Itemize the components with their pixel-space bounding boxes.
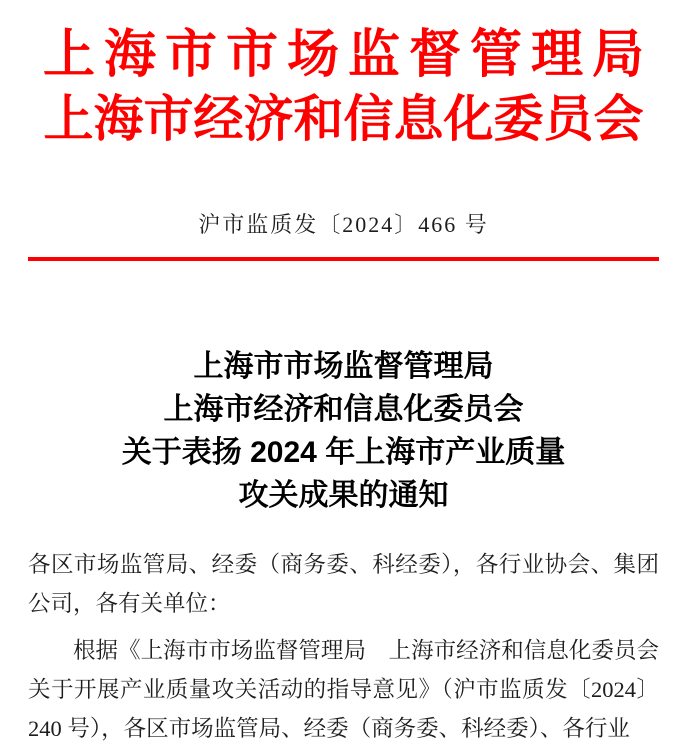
issuing-agency-2: 上海市经济和信息化委员会	[43, 91, 644, 147]
document-title-line-1: 上海市市场监督管理局	[193, 350, 494, 383]
issuing-agency-1: 上海市市场监督管理局	[42, 26, 653, 84]
body-paragraph-1: 根据《上海市市场监督管理局 上海市经济和信息化委员会关于开展产业质量攻关活动的指导意见》（沪市监质发〔2024〕240 号），各区市场监管局、经委（商务委、科经委）、各行业	[28, 638, 659, 741]
document-title-line-2: 上海市经济和信息化委员会	[163, 393, 524, 426]
document-body	[28, 545, 659, 748]
document-title-line-4: 攻关成果的通知	[238, 479, 449, 512]
document-title-line-3: 关于表扬 2024 年上海市产业质量	[121, 436, 566, 469]
red-letterhead	[28, 22, 659, 150]
document-title	[28, 345, 659, 517]
salutation-line: 各区市场监管局、经委（商务委、科经委），各行业协会、集团公司，各有关单位：	[28, 552, 659, 616]
document-number: 沪市监质发〔2024〕466 号	[198, 212, 489, 237]
red-divider-rule	[28, 257, 659, 261]
